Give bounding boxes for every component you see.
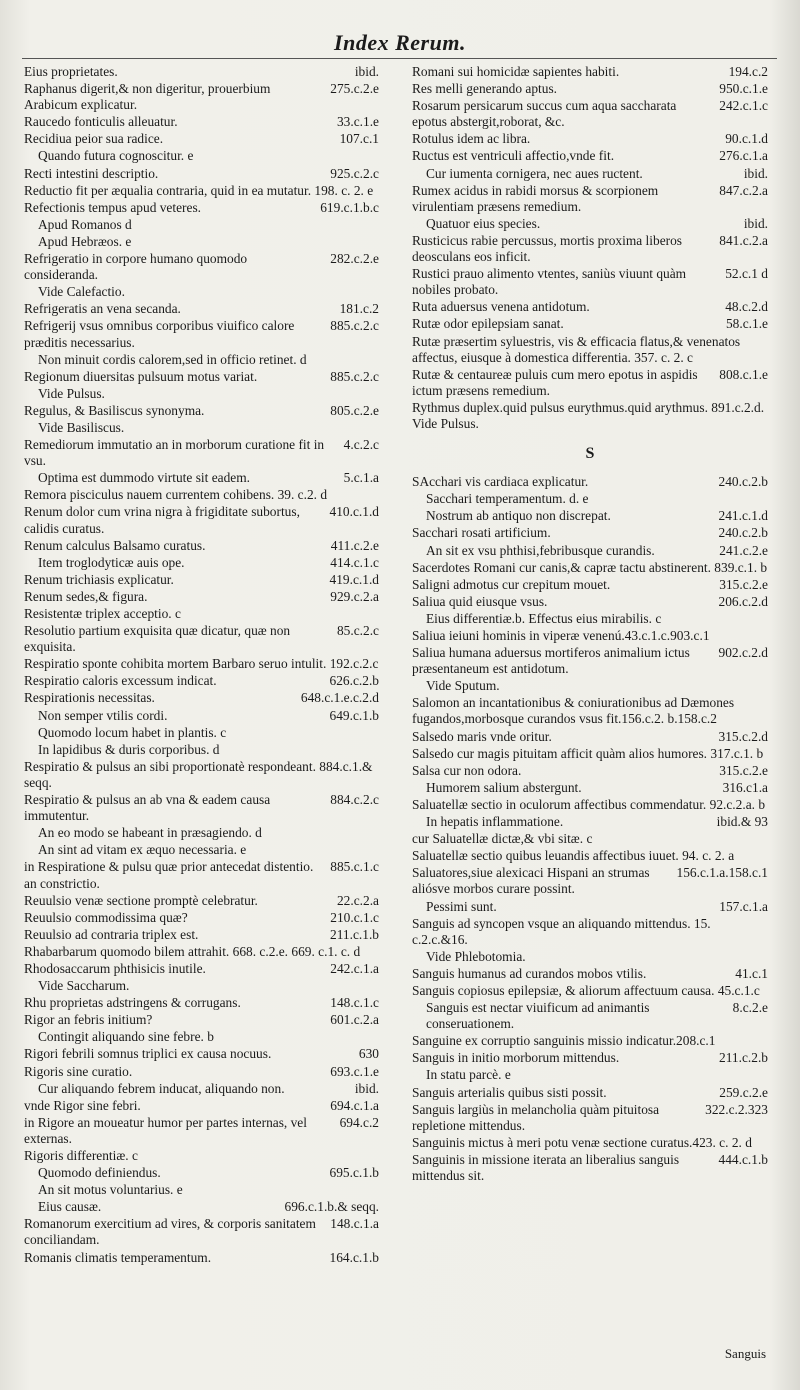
entry-reference: 619.c.1.b.c [320, 199, 379, 215]
index-entry [24, 742, 379, 758]
entry-text: In statu parcè. e [426, 1067, 511, 1083]
index-entry [24, 708, 379, 724]
index-entry [412, 780, 768, 796]
entry-text: Saluatellæ sectio in oculorum affectibus commendatur. 92.c.2.a. b [412, 796, 766, 812]
entry-text: Eius differentiæ.b. Effectus eius mirabilis. c [426, 610, 662, 626]
entry-text: Sacerdotes Romani cur canis,& capræ tactu abstinerent. 839.c.1. b [412, 559, 768, 575]
entry-text: Vide Saccharum. [38, 978, 130, 994]
index-entry [412, 645, 768, 677]
entry-text: Romanorum exercitium ad vires, & corporis sanitatem conciliandam. [24, 1216, 316, 1248]
index-entry [24, 1182, 379, 1198]
index-entry [24, 437, 379, 469]
index-entry [24, 183, 379, 199]
index-entry [24, 725, 379, 741]
entry-text: Rhabarbarum quomodo bilem attrahit. 668. c.2.e. 669. c.1. c. d [24, 943, 361, 959]
entry-text: Renum dolor cum vrina nigra à frigiditate subortus, calidis curatus. [24, 504, 300, 536]
index-entry [412, 848, 768, 864]
entry-text: Reductio fit per æqualia contraria, quid in ea mutatur. 198. c. 2. e [24, 182, 374, 198]
entry-text: Sanguinis in missione iterata an liberalius sanguis mittendus sit. [412, 1151, 680, 1183]
entry-text: Rigoris sine curatio. [24, 1063, 133, 1079]
entry-text: Salsa cur non odora. [412, 762, 522, 778]
entry-text: Rutæ & centaureæ puluis cum mero epotus in aspidis ictum præsens remedium. [412, 366, 698, 398]
index-entry [24, 234, 379, 250]
entry-text: Item troglodyticæ auis ope. [38, 554, 185, 570]
entry-text: Rumex acidus in rabidi morsus & scorpionem virulentiam præsens remedium. [412, 182, 659, 214]
entry-reference: 210.c.1.c [330, 909, 379, 925]
entry-text: Eius proprietates. [24, 64, 118, 79]
index-entry [24, 301, 379, 317]
entry-text: Reuulsio venæ sectione promptè celebratur. [24, 892, 258, 908]
page-header: Index Rerum. [334, 30, 466, 55]
entry-text: Non semper vtilis cordi. [38, 707, 168, 723]
catchword: Sanguis [724, 1346, 766, 1361]
entry-text: Reuulsio commodissima quæ? [24, 909, 188, 925]
entry-text: Saligni admotus cur crepitum mouet. [412, 576, 611, 592]
entry-reference: 885.c.2.c [330, 368, 379, 384]
index-entry [412, 966, 768, 982]
index-entry [24, 369, 379, 385]
entry-text: Respiratio & pulsus an ab vna & eadem causa immutentur. [24, 792, 271, 824]
entry-reference: ibid.& 93 [716, 814, 768, 830]
index-entry [412, 695, 768, 727]
entry-text: Rustici prauo alimento vtentes, saniùs viuunt quàm nobiles probato. [412, 266, 687, 298]
index-entry [412, 367, 768, 399]
entry-text: Rutæ odor epilepsiam sanat. [412, 316, 564, 332]
index-entry [24, 420, 379, 436]
index-entry [24, 656, 379, 672]
entry-text: Saluatores,siue alexicaci Hispani an strumas aliósve morbos curare possint. [412, 865, 650, 897]
index-entry [412, 183, 768, 215]
left-column [24, 64, 379, 1267]
index-entry [24, 1029, 379, 1045]
index-entry [412, 266, 768, 298]
entry-text: Respirationis necessitas. [24, 690, 155, 706]
entry-text: Refrigeratis an vena secanda. [24, 301, 181, 317]
index-entry [24, 131, 379, 147]
entry-text: An sint ad vitam ex æquo necessaria. e [38, 842, 247, 858]
entry-text: Ruta aduersus venena antidotum. [412, 299, 590, 315]
index-entry [412, 594, 768, 610]
entry-reference: 52.c.1 d [725, 266, 768, 282]
index-entry [24, 690, 379, 706]
index-entry [412, 763, 768, 779]
entry-reference: 181.c.2 [339, 301, 379, 317]
entry-reference: 950.c.1.e [719, 81, 768, 97]
entry-text: Salomon an incantationibus & coniurationibus ad Dæmones fugandos,morbosque curandos vsus fit.156.c.2. b.158.c.2 [412, 695, 735, 727]
entry-text: Sanguis copiosus epilepsiæ, & aliorum affectuum causa. 45.c.1.c [412, 982, 760, 998]
index-entry [412, 334, 768, 366]
entry-text: Rotulus idem ac libra. [412, 131, 531, 147]
entry-reference: 925.c.2.c [330, 165, 379, 181]
entry-text: Rythmus duplex.quid pulsus eurythmus.quid arythmus. 891.c.2.d. Vide Pulsus. [412, 399, 765, 431]
entry-reference: ibid. [354, 1080, 379, 1096]
entry-text: Refrigerij vsus omnibus corporibus viuifico calore præditis necessarius. [24, 318, 295, 350]
index-entry [24, 1250, 379, 1266]
entry-text: Rigoris differentiæ. c [24, 1148, 138, 1163]
index-entry [24, 538, 379, 554]
index-entry [412, 1085, 768, 1101]
entry-text: Vide Basiliscus. [38, 419, 125, 435]
index-entry [24, 114, 379, 130]
entry-reference: 157.c.1.a [719, 898, 768, 914]
entry-text: Cur aliquando febrem inducat, aliquando non. [38, 1080, 285, 1096]
entry-text: Renum trichiasis explicatur. [24, 571, 174, 587]
entry-text: Recidiua peior sua radice. [24, 131, 164, 147]
entry-reference: 240.c.2.b [718, 525, 768, 541]
entry-text: Quomodo locum habet in plantis. c [38, 724, 227, 740]
entry-reference: 885.c.1.c [330, 859, 379, 875]
entry-reference: 41.c.1 [735, 965, 768, 981]
entry-reference: 194.c.2 [728, 64, 768, 79]
index-entry [412, 233, 768, 265]
entry-text: cur Saluatellæ dictæ,& vbi sitæ. c [412, 831, 593, 847]
index-entry [24, 944, 379, 960]
entry-text: Nostrum ab antiquo non discrepat. [426, 508, 611, 524]
entry-reference: 411.c.2.e [330, 537, 379, 553]
index-entry [412, 98, 768, 130]
index-entry [412, 64, 768, 80]
entry-text: Salsedo cur magis pituitam afficit quàm alios humores. 317.c.1. b [412, 745, 764, 761]
index-entry [24, 927, 379, 943]
section-letter: S [585, 445, 595, 463]
entry-reference: 22.c.2.a [336, 892, 379, 908]
index-entry [24, 284, 379, 300]
entry-text: Cur iumenta cornigera, nec aues ructent. [426, 165, 643, 181]
entry-reference: 85.c.2.c [336, 623, 379, 639]
entry-text: in Respiratione & pulsu quæ prior antecedat distentio. an constrictio. [24, 859, 314, 891]
entry-text: Res melli generando aptus. [412, 81, 558, 97]
entry-reference: 148.c.1.c [330, 995, 379, 1011]
entry-reference: 282.c.2.e [330, 251, 379, 267]
entry-text: Sanguis arterialis quibus sisti possit. [412, 1084, 607, 1100]
entry-text: Sanguis in initio morborum mittendus. [412, 1050, 620, 1066]
index-entry [412, 81, 768, 97]
index-entry [412, 729, 768, 745]
index-entry [412, 678, 768, 694]
index-entry [412, 1067, 768, 1083]
index-entry [412, 166, 768, 182]
entry-reference: 808.c.1.e [719, 366, 768, 382]
entry-reference: 315.c.2.e [719, 762, 768, 778]
entry-reference: 211.c.2.b [719, 1050, 768, 1066]
entry-text: Sacchari rosati artificium. [412, 525, 551, 541]
entry-text: Saliua humana aduersus mortiferos animalium ictus præsentaneum est antidotum. [412, 645, 690, 677]
index-entry [24, 251, 379, 283]
entry-text: Sanguinis mictus à meri potu venæ sectione curatus.423. c. 2. d [412, 1134, 752, 1150]
index-entry [412, 1000, 768, 1032]
index-entry [24, 318, 379, 350]
entry-reference: 8.c.2.e [732, 1000, 768, 1016]
entry-text: Vide Pulsus. [38, 385, 105, 401]
entry-reference: 929.c.2.a [330, 588, 379, 604]
index-entry [24, 589, 379, 605]
index-entry [24, 910, 379, 926]
index-entry [412, 491, 768, 507]
entry-reference: 847.c.2.a [719, 182, 768, 198]
entry-reference: 316.c1.a [722, 779, 768, 795]
index-entry [24, 81, 379, 113]
index-entry [412, 1152, 768, 1184]
entry-reference: 164.c.1.b [329, 1249, 379, 1265]
entry-text: Sanguis est nectar viuificum ad animantis conseruationem. [426, 1000, 650, 1032]
entry-reference: 48.c.2.d [725, 299, 768, 315]
entry-text: in Rigore an moueatur humor per partes internas, vel externas. [24, 1114, 307, 1146]
entry-reference: 419.c.1.d [329, 571, 379, 587]
entry-text: Sacchari temperamentum. d. e [426, 491, 589, 507]
entry-text: Resistentæ triplex acceptio. c [24, 606, 181, 621]
index-entry [412, 299, 768, 315]
entry-reference: 841.c.2.a [719, 232, 768, 248]
entry-text: Resolutio partium exquisita quæ dicatur, quæ non exquisita. [24, 623, 291, 655]
index-entry [412, 916, 768, 948]
entry-reference: 259.c.2.e [719, 1084, 768, 1100]
entry-text: Regionum diuersitas pulsuum motus variat. [24, 368, 258, 384]
entry-text: Romani sui homicidæ sapientes habiti. [412, 64, 620, 79]
entry-text: Humorem salium abstergunt. [426, 779, 582, 795]
entry-reference: 241.c.1.d [718, 508, 768, 524]
index-entry [24, 1165, 379, 1181]
entry-text: Apud Romanos d [38, 216, 132, 232]
entry-reference: 240.c.2.b [718, 474, 768, 490]
entry-text: Respiratio caloris excessum indicat. [24, 673, 217, 689]
entry-reference: 696.c.1.b.& seqq. [284, 1199, 379, 1215]
right-column-s-entries [412, 474, 768, 1184]
index-entry [24, 623, 379, 655]
index-entry [412, 216, 768, 232]
entry-text: Vide Phlebotomia. [426, 948, 526, 964]
header-rule [22, 58, 777, 59]
index-entry [24, 759, 379, 791]
entry-text: Respiratio & pulsus an sibi proportionatè respondeant. 884.c.1.& seqq. [24, 758, 373, 790]
index-entry [412, 400, 768, 432]
entry-reference: 805.c.2.e [330, 402, 379, 418]
entry-text: Sanguis ad syncopen vsque an aliquando mittendus. 15. c.2.c.&16. [412, 915, 711, 947]
entry-text: Quomodo definiendus. [38, 1165, 161, 1181]
index-entry [24, 673, 379, 689]
index-entry [412, 131, 768, 147]
index-entry [412, 1135, 768, 1151]
index-entry [24, 217, 379, 233]
index-entry [412, 814, 768, 830]
entry-text: Salsedo maris vnde oritur. [412, 728, 552, 744]
entry-text: Rosarum persicarum succus cum aqua saccharata epotus abstergit,roborat, &c. [412, 98, 677, 130]
entry-text: Vide Calefactio. [38, 284, 125, 300]
entry-reference: 444.c.1.b [718, 1151, 768, 1167]
entry-reference: 5.c.1.a [343, 470, 379, 486]
entry-text: Romanis climatis temperamentum. [24, 1249, 212, 1265]
entry-text: Vide Sputum. [426, 678, 500, 694]
entry-reference: 156.c.1.a.158.c.1 [676, 865, 768, 881]
entry-text: vnde Rigor sine febri. [24, 1097, 141, 1113]
index-entry [412, 1033, 768, 1049]
entry-text: Apud Hebræos. e [38, 233, 132, 249]
index-entry [24, 842, 379, 858]
index-entry [412, 316, 768, 332]
entry-reference: 4.c.2.c [343, 437, 379, 453]
index-entry [24, 1216, 379, 1248]
entry-reference: 695.c.1.b [329, 1165, 379, 1181]
entry-text: Contingit aliquando sine febre. b [38, 1029, 214, 1045]
entry-reference: 315.c.2.e [719, 576, 768, 592]
index-entry [412, 1050, 768, 1066]
entry-reference: 885.c.2.c [330, 318, 379, 334]
right-column [412, 64, 768, 1185]
entry-text: Saliua ieiuni hominis in viperæ venenú.43.c.1.c.903.c.1 [412, 628, 710, 643]
index-entry [24, 403, 379, 419]
index-entry [24, 995, 379, 1011]
entry-text: Rutæ præsertim syluestris, vis & efficacia flatus,& venenatos affectus, eiusque à domestica differentia. 357. c. 2. c [412, 333, 741, 365]
entry-reference: 322.c.2.323 [705, 1101, 768, 1117]
entry-text: Quatuor eius species. [426, 215, 541, 231]
index-entry [24, 961, 379, 977]
index-entry [24, 825, 379, 841]
index-entry [24, 1199, 379, 1215]
index-entry [412, 797, 768, 813]
entry-text: Raphanus digerit,& non digeritur, prouerbium Arabicum explicatur. [24, 81, 271, 113]
index-entry [412, 560, 768, 576]
entry-text: SAcchari vis cardiaca explicatur. [412, 474, 589, 490]
entry-text: Rhu proprietas adstringens & corrugans. [24, 995, 241, 1011]
index-entry [412, 865, 768, 897]
index-entry [24, 1081, 379, 1097]
entry-reference: 630 [358, 1046, 379, 1062]
entry-reference: 242.c.1.c [719, 98, 768, 114]
index-entry [24, 859, 379, 891]
entry-reference: ibid. [354, 64, 379, 79]
entry-reference: 107.c.1 [339, 131, 379, 147]
index-entry [412, 746, 768, 762]
entry-reference: 275.c.2.e [330, 81, 379, 97]
entry-reference: 241.c.2.e [719, 542, 768, 558]
entry-reference: 410.c.1.d [329, 504, 379, 520]
index-entry [412, 508, 768, 524]
entry-text: Sanguis largiùs in melancholia quàm pituitosa repletione mittendus. [412, 1101, 660, 1133]
index-entry [412, 525, 768, 541]
entry-reference: 648.c.1.e.c.2.d [300, 690, 379, 706]
index-entry [24, 893, 379, 909]
entry-reference: 649.c.1.b [329, 707, 379, 723]
index-entry [412, 949, 768, 965]
index-entry [24, 606, 379, 622]
index-entry [412, 628, 768, 644]
entry-text: In hepatis inflammatione. [426, 814, 564, 830]
entry-text: Saliua quid eiusque vsus. [412, 593, 548, 609]
right-column-r-entries [412, 64, 768, 432]
index-entry [412, 474, 768, 490]
index-entry [412, 611, 768, 627]
index-entry [24, 487, 379, 503]
entry-reference: 242.c.1.a [330, 960, 379, 976]
entry-text: Eius causæ. [38, 1199, 102, 1215]
index-entry [24, 572, 379, 588]
entry-text: Optima est dummodo virtute sit eadem. [38, 470, 250, 486]
entry-reference: 58.c.1.e [725, 316, 768, 332]
index-entry [412, 831, 768, 847]
index-entry [24, 1064, 379, 1080]
index-entry [24, 504, 379, 536]
entry-text: Non minuit cordis calorem,sed in officio retinet. d [38, 351, 307, 367]
index-entry [24, 64, 379, 80]
entry-reference: 884.c.2.c [330, 792, 379, 808]
entry-text: Regulus, & Basiliscus synonyma. [24, 402, 205, 418]
entry-reference: 601.c.2.a [330, 1012, 379, 1028]
entry-reference: 902.c.2.d [718, 645, 768, 661]
index-entry [24, 166, 379, 182]
entry-reference: 276.c.1.a [719, 148, 768, 164]
entry-reference: 694.c.1.a [330, 1097, 379, 1113]
entry-text: Sanguine ex corruptio sanguinis missio indicatur.208.c.1 [412, 1033, 716, 1049]
entry-text: Rigor an febris initium? [24, 1012, 153, 1028]
index-entry [24, 352, 379, 368]
index-entry [24, 1012, 379, 1028]
entry-reference: 414.c.1.c [330, 554, 379, 570]
entry-text: Refrigeratio in corpore humano quomodo consideranda. [24, 251, 248, 283]
entry-text: Pessimi sunt. [426, 898, 497, 914]
entry-text: In lapidibus & duris corporibus. d [38, 741, 220, 757]
entry-reference: 626.c.2.b [329, 673, 379, 689]
index-entry [24, 978, 379, 994]
index-entry [24, 386, 379, 402]
entry-text: Renum calculus Balsamo curatus. [24, 537, 206, 553]
entry-reference: 315.c.2.d [718, 728, 768, 744]
entry-reference: 693.c.1.e [330, 1063, 379, 1079]
index-entry [412, 543, 768, 559]
entry-text: Respiratio sponte cohibita mortem Barbaro seruo intulit. 192.c.2.c [24, 656, 379, 672]
entry-text: Recti intestini descriptio. [24, 165, 159, 181]
index-entry [24, 555, 379, 571]
entry-text: An sit motus voluntarius. e [38, 1182, 183, 1198]
index-entry [24, 148, 379, 164]
entry-reference: 211.c.1.b [330, 926, 379, 942]
entry-text: Rigori febrili somnus triplici ex causa nocuus. [24, 1046, 272, 1062]
entry-text: Rusticicus rabie percussus, mortis proxima liberos deosculans eos inficit. [412, 232, 682, 265]
entry-text: Refectionis tempus apud veteres. [24, 199, 202, 215]
index-entry [412, 899, 768, 915]
entry-reference: ibid. [743, 215, 768, 231]
index-entry [24, 1115, 379, 1147]
entry-reference: 33.c.1.e [336, 114, 379, 130]
entry-text: Remora pisciculus nauem currentem cohibens. 39. c.2. d [24, 487, 328, 503]
entry-text: Raucedo fonticulis alleuatur. [24, 114, 178, 130]
entry-text: An eo modo se habeant in præsagiendo. d [38, 825, 262, 841]
entry-reference: 148.c.1.a [330, 1216, 379, 1232]
index-entry [24, 470, 379, 486]
entry-text: Remediorum immutatio an in morborum curatione fit in vsu. [24, 437, 325, 469]
index-entry [24, 1046, 379, 1062]
entry-text: Reuulsio ad contraria triplex est. [24, 926, 199, 942]
index-entry [24, 792, 379, 824]
entry-reference: ibid. [743, 165, 768, 181]
entry-text: Sanguis humanus ad curandos mobos vtilis. [412, 965, 647, 981]
entry-text: Quando futura cognoscitur. e [38, 148, 194, 164]
entry-text: Rhodosaccarum phthisicis inutile. [24, 960, 206, 976]
entry-text: An sit ex vsu phthisi,febribusque curandis. [426, 542, 655, 558]
index-entry [412, 148, 768, 164]
entry-reference: 694.c.2 [339, 1114, 379, 1130]
entry-text: Saluatellæ sectio quibus leuandis affectibus iuuet. 94. c. 2. a [412, 848, 735, 864]
entry-reference: 90.c.1.d [725, 131, 768, 147]
index-entry [24, 1148, 379, 1164]
index-entry [24, 200, 379, 216]
index-entry [412, 983, 768, 999]
entry-text: Renum sedes,& figura. [24, 588, 148, 604]
entry-reference: 206.c.2.d [718, 593, 768, 609]
index-entry [412, 577, 768, 593]
index-entry [412, 1102, 768, 1134]
entry-text: Ructus est ventriculi affectio,vnde fit. [412, 148, 615, 164]
index-entry [24, 1098, 379, 1114]
